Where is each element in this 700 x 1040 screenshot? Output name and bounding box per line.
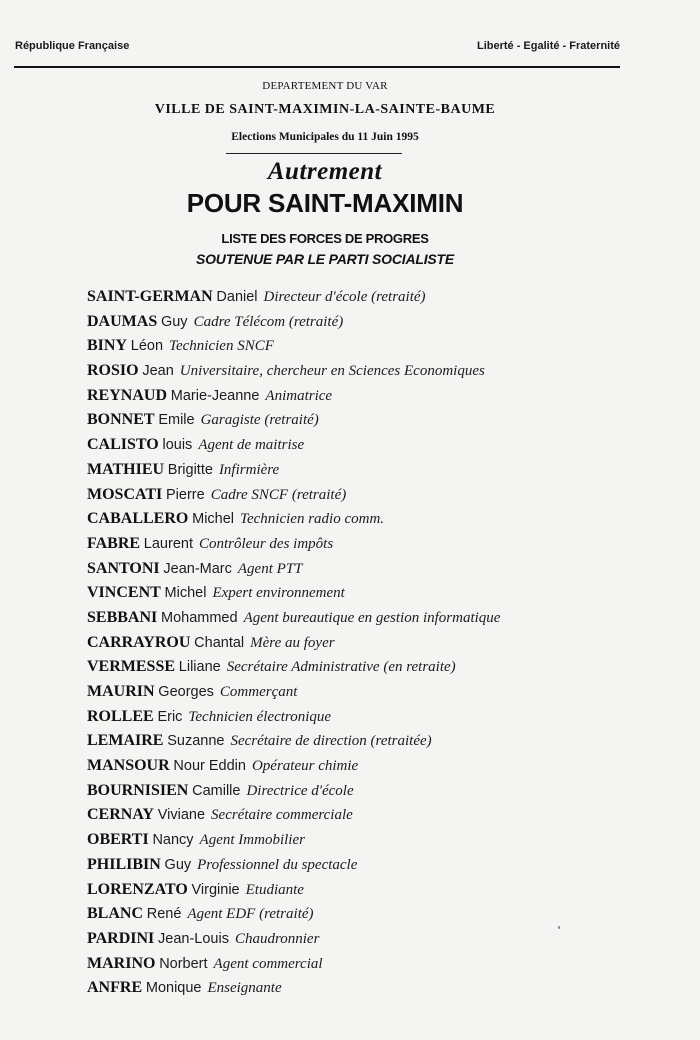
candidate-surname: MOSCATI [87,485,163,503]
candidate-firstname: Norbert [159,955,208,972]
candidate-firstname: Eric [157,708,183,725]
candidate-row [87,780,687,805]
candidate-surname: LEMAIRE [87,732,164,750]
candidate-occupation: Secrétaire commerciale [211,807,353,824]
candidate-row [87,409,687,434]
candidate-occupation: Garagiste (retraité) [200,412,319,429]
motto-label: Liberté - Egalité - Fraternité [476,40,620,52]
candidate-occupation: Chaudronnier [234,930,320,947]
candidate-surname: BONNET [87,411,155,429]
candidate-firstname: Chantal [194,634,245,651]
candidate-occupation: Agent EDF (retraité) [187,906,314,923]
candidate-firstname: Michel [192,511,235,528]
candidate-surname: MATHIEU [87,460,165,478]
candidate-occupation: Agent Immobilier [199,832,305,849]
candidate-firstname: Laurent [143,535,193,552]
candidate-surname: CARRAYROU [87,633,191,651]
candidate-occupation: Cadre SNCF (retraité) [210,486,347,503]
candidate-surname: DAUMAS [87,312,158,330]
candidate-firstname: Monique [145,980,202,997]
candidate-occupation: Enseignante [207,980,282,997]
candidate-row [87,656,687,681]
candidate-surname: ROSIO [87,362,139,380]
candidate-surname: BOURNISIEN [87,781,189,799]
candidate-surname: SEBBANI [87,608,158,626]
candidate-occupation: Agent commercial [213,955,323,972]
candidate-row [87,286,687,311]
elections-line: Elections Municipales du 11 Juin 1995 [231,131,419,143]
candidate-row [87,385,687,410]
candidate-row [87,311,687,336]
candidate-occupation: Etudiante [245,881,304,898]
candidate-firstname: Guy [164,856,192,873]
list-name: LISTE DES FORCES DE PROGRES [221,231,429,246]
candidate-occupation: Professionnel du spectacle [197,856,358,873]
candidate-surname: MANSOUR [87,757,170,775]
republique-francaise-label: République Française [15,40,130,52]
candidate-firstname: Marie-Jeanne [170,387,260,404]
candidate-surname: PHILIBIN [87,855,161,873]
candidate-row [87,681,687,706]
page-title: POUR SAINT-MAXIMIN [186,188,464,218]
slogan: Autrement [267,158,383,185]
candidate-row [87,854,687,879]
candidate-firstname: Guy [160,313,188,330]
candidate-firstname: Emile [158,412,195,429]
candidate-row [87,755,687,780]
candidate-occupation: Animatrice [265,387,333,404]
candidate-row [87,582,687,607]
candidate-surname: VINCENT [87,584,161,602]
candidate-row [87,829,687,854]
candidate-firstname: Nancy [152,832,194,849]
candidate-occupation: Directrice d'école [246,782,354,799]
candidate-row [87,804,687,829]
candidate-surname: BLANC [87,905,144,923]
candidate-occupation: Infirmière [218,461,280,478]
candidate-firstname: Pierre [166,486,205,503]
candidate-occupation: Technicien électronique [188,708,332,725]
candidate-occupation: Agent PTT [237,560,303,577]
candidate-firstname: Liliane [178,659,221,676]
candidate-surname: CALISTO [87,436,159,454]
candidate-firstname: Mohammed [161,609,238,626]
candidate-firstname: Jean-Louis [158,930,229,947]
candidate-occupation: Commerçant [219,684,298,700]
candidate-row [87,953,687,978]
candidate-firstname: Camille [192,782,241,799]
candidate-surname: ANFRE [87,979,143,997]
departement-line: DEPARTEMENT DU VAR [262,80,388,92]
candidate-row [87,928,687,953]
candidate-surname: FABRE [87,534,141,552]
candidate-row [87,607,687,632]
candidate-occupation: Directeur d'école (retraité) [263,289,426,305]
candidate-firstname: Georges [158,684,214,700]
candidate-surname: SANTONI [87,559,160,577]
candidate-firstname: Jean [142,363,174,380]
candidate-surname: LORENZATO [87,880,188,898]
candidate-firstname: Nour Eddin [173,758,246,775]
candidate-surname: OBERTI [87,831,149,849]
candidate-surname: MARINO [87,954,156,972]
candidate-row [87,706,687,731]
candidate-row [87,459,687,484]
candidate-firstname: Jean-Marc [163,560,232,577]
candidate-row [87,335,687,360]
candidate-surname: ROLLEE [87,707,154,725]
candidate-occupation: Opérateur chimie [251,758,359,775]
candidate-occupation: Mère au foyer [250,634,335,651]
candidate-surname: BINY [87,337,128,355]
candidate-row [87,434,687,459]
candidate-surname: CABALLERO [87,510,189,528]
candidate-surname: MAURIN [87,683,155,700]
candidate-occupation: Expert environnement [212,585,345,602]
candidate-row [87,508,687,533]
candidate-row [87,903,687,928]
candidate-occupation: Technicien SNCF [169,338,274,355]
candidate-occupation: Universitaire, chercheur en Sciences Economiques [179,363,485,380]
candidate-surname: VERMESSE [87,658,176,676]
candidate-row [87,360,687,385]
candidate-occupation: Secrétaire de direction (retraitée) [230,733,432,750]
elections-underline [226,153,402,154]
candidate-row [87,558,687,583]
ville-line: VILLE DE SAINT-MAXIMIN-LA-SAINTE-BAUME [154,102,496,117]
candidate-firstname: Virginie [191,881,240,898]
candidate-occupation: Agent de maitrise [198,437,305,454]
candidate-occupation: Cadre Télécom (retraité) [193,313,344,330]
candidate-firstname: louis [162,437,193,454]
support-line: SOUTENUE PAR LE PARTI SOCIALISTE [195,251,455,267]
candidate-firstname: Daniel [216,289,258,305]
candidate-row [87,879,687,904]
candidate-occupation: Contrôleur des impôts [198,535,334,552]
candidate-surname: PARDINI [87,929,155,947]
candidate-row [87,533,687,558]
candidate-surname: CERNAY [87,806,154,824]
candidate-occupation: Technicien radio comm. [240,511,385,528]
header-divider [14,66,620,68]
candidate-firstname: René [146,906,182,923]
candidate-row [87,632,687,657]
candidate-surname: REYNAUD [87,386,167,404]
candidate-firstname: Léon [130,338,164,355]
candidate-surname: SAINT-GERMAN [87,288,213,305]
candidate-row [87,977,687,1002]
candidate-occupation: Agent bureautique en gestion informatique [243,609,501,626]
candidate-firstname: Viviane [157,807,206,824]
candidate-occupation: Secrétaire Administrative (en retraite) [226,659,456,676]
candidate-list [87,286,687,1002]
candidate-row [87,730,687,755]
candidate-row [87,484,687,509]
candidate-firstname: Michel [164,585,207,602]
candidate-firstname: Brigitte [167,461,213,478]
paper-speck [558,926,560,929]
candidate-firstname: Suzanne [167,733,225,750]
